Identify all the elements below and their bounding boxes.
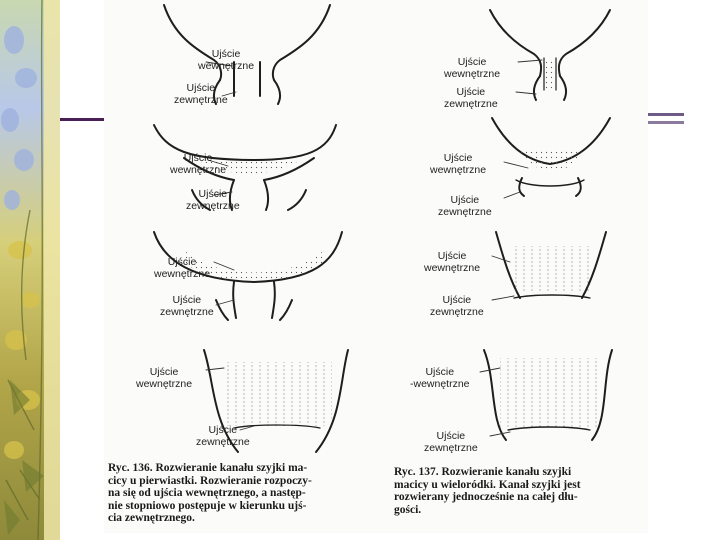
- label-inner-os: Ujście wewnętrzne: [154, 256, 211, 280]
- label-outer-os: Ujście zewnętrzne: [196, 424, 250, 448]
- caption-fig-137: Ryc. 137. Rozwieranie kanału szyjki macicy u wieloródki. Kanał szyjki jest rozwierany jednocześnie na całej dłu- gości.: [394, 466, 581, 516]
- label-outer-os: Ujście zewnętrzne: [438, 194, 492, 218]
- label-inner-os: Ujście -wewnętrzne: [410, 366, 470, 390]
- label-outer-os: Ujście zewnętrzne: [444, 86, 498, 110]
- right-stage-4: [484, 350, 612, 440]
- label-outer-os: Ujście zewnętrzne: [160, 294, 214, 318]
- right-stage-3: [496, 232, 606, 298]
- right-stage-2: [492, 118, 610, 196]
- cervix-dilation-figure: [104, 0, 648, 533]
- right-stage-1: [490, 10, 610, 100]
- label-inner-os: Ujście wewnętrzne: [444, 56, 501, 80]
- title-rule-left: [60, 118, 104, 121]
- label-outer-os: Ujście zewnętrzne: [430, 294, 484, 318]
- label-inner-os: Ujście wewnętrzne: [198, 48, 255, 72]
- label-outer-os: Ujście zewnętrzne: [174, 82, 228, 106]
- label-inner-os: Ujście wewnętrzne: [136, 366, 193, 390]
- label-outer-os: Ujście zewnętrzne: [186, 188, 240, 212]
- title-rule-right-top: [648, 113, 684, 116]
- label-inner-os: Ujście wewnętrzne: [170, 152, 227, 176]
- label-inner-os: Ujście wewnętrzne: [430, 152, 487, 176]
- caption-fig-136: Ryc. 136. Rozwieranie kanału szyjki ma- cicy u pierwiastki. Rozwieranie rozpoczy- na się od ujścia wewnętrznego, a następ- nie stopniowo postępuje w kierunku ujś- cia zewnętrznego.: [108, 462, 312, 525]
- title-rule-right-bottom: [648, 121, 684, 124]
- decorative-sidebar: [0, 0, 60, 540]
- foliage-decoration: [0, 0, 60, 540]
- label-inner-os: Ujście wewnętrzne: [424, 250, 481, 274]
- label-outer-os: Ujście zewnętrzne: [424, 430, 478, 454]
